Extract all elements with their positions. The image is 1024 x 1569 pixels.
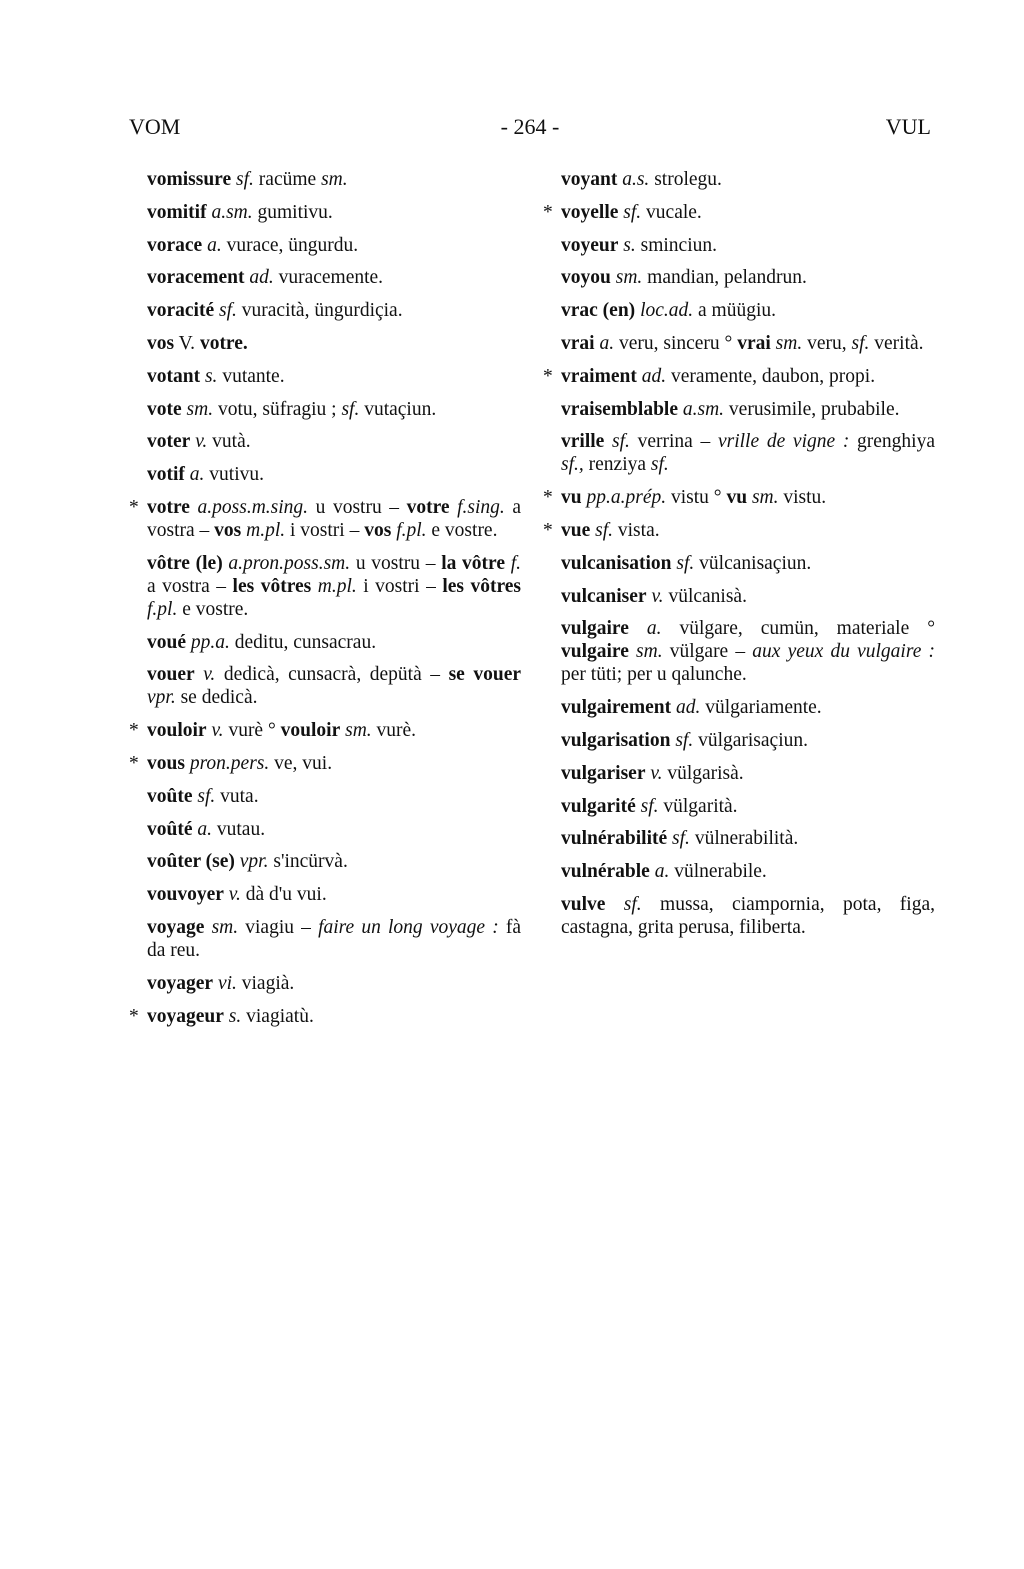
dictionary-entry <box>561 332 935 355</box>
headword: vôtre (le) <box>147 552 223 574</box>
dictionary-entry <box>561 299 935 322</box>
headword: vulgarisation <box>561 729 671 751</box>
entry-asterisk: * <box>129 752 139 774</box>
grammar-label: sm. <box>775 332 803 354</box>
grammar-label: sm. <box>186 398 214 420</box>
left-column <box>129 168 522 1037</box>
headword: voyeur <box>561 234 619 256</box>
headword: se vouer <box>448 664 521 686</box>
grammar-label: aux yeux du vulgaire : <box>752 641 936 663</box>
dictionary-entry <box>147 299 521 322</box>
definition-text: vülgarità. <box>658 795 738 817</box>
definition-text: vurè ° <box>223 720 281 742</box>
dictionary-entry <box>147 850 521 873</box>
definition-text: a vostra – <box>147 575 233 597</box>
dictionary-entry <box>561 893 935 939</box>
entry-asterisk: * <box>129 1005 139 1027</box>
grammar-label: sm. <box>636 641 663 663</box>
definition-text: a müügiu. <box>693 300 777 322</box>
dictionary-entry <box>561 552 935 575</box>
headword: voracité <box>147 300 215 322</box>
grammar-label: ad. <box>249 267 274 289</box>
headword: votre <box>147 496 190 518</box>
grammar-label: a. <box>207 234 222 256</box>
headword: vulgarité <box>561 795 636 817</box>
definition-text: vutante. <box>217 365 285 387</box>
definition-text: i vostri – <box>285 519 365 541</box>
grammar-label: faire un long voyage : <box>318 916 499 938</box>
dictionary-entry <box>147 430 521 453</box>
grammar-label: a.poss.m.sing. <box>197 496 309 518</box>
headword: vomissure <box>147 169 232 190</box>
grammar-label: sf. <box>675 729 694 751</box>
headword: vu <box>561 487 582 509</box>
definition-text: mussa, ciampornia, pota, figa, castagna, grita perusa, filiberta. <box>561 893 936 938</box>
definition-text: ve, vui. <box>269 752 333 774</box>
definition-text: vülnerabile. <box>669 861 767 883</box>
definition-text: vutaçiun. <box>359 398 437 420</box>
headword: vraisemblable <box>561 398 678 420</box>
grammar-label: v. <box>211 720 224 742</box>
definition-text: racüme <box>253 169 322 190</box>
headword: vu <box>726 487 748 509</box>
dictionary-entry <box>147 883 521 906</box>
entry-asterisk: * <box>543 365 553 387</box>
grammar-label: loc.ad. <box>640 300 694 322</box>
headword: voûte <box>147 785 193 807</box>
grammar-label: sf. <box>650 454 669 476</box>
header-last-word: VUL <box>885 114 931 139</box>
dictionary-entry <box>561 617 935 686</box>
definition-text: deditu, cunsacrau. <box>229 631 377 653</box>
definition-text: vutivu. <box>204 464 264 486</box>
grammar-label: ad. <box>641 365 667 387</box>
headword: voter <box>147 431 191 453</box>
definition-text <box>195 664 204 685</box>
grammar-label: a. <box>599 332 615 354</box>
grammar-label: sf. <box>623 201 642 223</box>
grammar-label: sm. <box>211 916 239 938</box>
definition-text: veru, <box>802 332 852 354</box>
headword: voûter (se) <box>147 851 235 873</box>
headword: vrille <box>561 431 605 453</box>
definition-text: vuracità, üngurdiçia. <box>236 300 403 322</box>
grammar-label: s. <box>204 365 218 387</box>
dictionary-entry <box>129 1005 521 1028</box>
dictionary-entry <box>147 552 521 621</box>
definition-text: vülgare – <box>662 641 753 663</box>
grammar-label: sf. <box>219 300 237 322</box>
grammar-label: pp.a.prép. <box>586 487 667 509</box>
dictionary-entry <box>147 168 521 191</box>
entry-asterisk: * <box>543 201 553 223</box>
grammar-label: a.sm. <box>682 398 725 420</box>
grammar-label: sf. <box>640 795 659 817</box>
dictionary-entry <box>561 762 935 785</box>
grammar-label: f. <box>510 552 522 574</box>
headword: vulgairement <box>561 697 672 719</box>
definition-text: dedicà, cunsacrà, depütà – <box>215 664 449 686</box>
definition-text: a vostra – <box>147 496 522 541</box>
headword: vue <box>561 519 591 541</box>
dictionary-entry <box>543 201 935 224</box>
definition-text: renziya <box>583 454 651 476</box>
grammar-label: v. <box>651 585 664 607</box>
entry-asterisk: * <box>543 519 553 541</box>
dictionary-entry <box>147 266 521 289</box>
dictionary-entry <box>147 332 521 355</box>
headword: les vôtres <box>442 575 522 597</box>
dictionary-entry <box>561 266 935 289</box>
dictionary-entry <box>561 585 935 608</box>
grammar-label: a. <box>189 464 205 486</box>
headword: voué <box>147 631 186 653</box>
headword: vrac (en) <box>561 300 636 322</box>
dictionary-entry <box>129 719 521 742</box>
headword: vorace <box>147 234 203 256</box>
headword: vouvoyer <box>147 884 224 906</box>
grammar-label: vpr. <box>147 687 176 709</box>
headword: voyager <box>147 972 214 994</box>
grammar-label: sf. <box>341 398 360 420</box>
definition-text: viagiu – <box>238 916 319 938</box>
headword: vraiment <box>561 365 637 387</box>
definition-text: vistu ° <box>666 487 727 509</box>
definition-text: verrina – <box>629 431 718 453</box>
dictionary-entry <box>147 663 521 709</box>
grammar-label: sf. <box>197 785 216 807</box>
headword: vomitif <box>147 201 207 223</box>
dictionary-entry <box>147 463 521 486</box>
definition-text: s'incürvà. <box>268 851 348 873</box>
right-column <box>543 168 936 949</box>
dictionary-entry <box>543 486 935 509</box>
definition-text: vülnerabilità. <box>689 828 799 850</box>
headword: voyageur <box>147 1005 224 1027</box>
page-number: - 264 - <box>500 114 560 139</box>
header-first-word: VOM <box>129 114 181 139</box>
dictionary-entry <box>561 795 935 818</box>
headword: vulcanisation <box>561 552 672 574</box>
definition-text: viagià. <box>236 972 295 994</box>
grammar-label: sm. <box>615 267 643 289</box>
grammar-label: pp.a. <box>190 631 230 653</box>
definition-text: vucale. <box>641 201 702 223</box>
grammar-label: m.pl. <box>246 519 286 541</box>
headword: voyelle <box>561 201 619 223</box>
grammar-label: a.pron.poss.sm. <box>228 552 351 574</box>
definition-text: se dedicà. <box>175 687 258 709</box>
definition-text: sminciun. <box>635 234 717 256</box>
definition-text: e vostre. <box>177 598 249 620</box>
grammar-label: a. <box>654 861 670 883</box>
entry-asterisk: * <box>543 487 553 509</box>
dictionary-entry <box>147 818 521 841</box>
dictionary-entry <box>147 972 521 995</box>
definition-text: vülgare, cumün, materiale ° <box>661 618 935 640</box>
dictionary-entry <box>147 201 521 224</box>
grammar-label: s. <box>228 1005 242 1027</box>
headword: vrai <box>561 332 595 354</box>
definition-text: i vostri – <box>356 575 443 597</box>
headword: les vôtres <box>232 575 312 597</box>
dictionary-entry <box>147 631 521 654</box>
dictionary-entry <box>561 168 935 191</box>
headword: vulgaire <box>561 618 629 640</box>
dictionary-entry <box>147 785 521 808</box>
definition-text: vülgariamente. <box>700 697 822 719</box>
dictionary-entry <box>561 696 935 719</box>
definition-text: e vostre. <box>426 519 498 541</box>
definition-text: votu, süfragiu ; <box>213 398 342 420</box>
definition-text <box>604 431 612 452</box>
grammar-label: sf. <box>236 169 254 190</box>
definition-text: vutau. <box>212 818 266 840</box>
grammar-label: a.s. <box>622 169 650 190</box>
definition-text: vistu. <box>778 487 827 509</box>
grammar-label: ad. <box>676 697 701 719</box>
definition-text: fà da reu. <box>147 916 521 961</box>
headword: vulve <box>561 893 606 915</box>
definition-text: vutà. <box>207 431 251 453</box>
definition-text: veramente, daubon, propi. <box>666 365 876 387</box>
headword: vulgariser <box>561 762 646 784</box>
definition-text: verusimile, prubabile. <box>724 398 900 420</box>
definition-text: mandian, pelandrun. <box>642 267 807 289</box>
headword: vrai <box>737 332 771 354</box>
headword: voyant <box>561 169 618 190</box>
grammar-label: vrille de vigne : <box>717 431 850 453</box>
headword: vos <box>147 332 175 354</box>
definition-text <box>190 497 198 518</box>
definition-text: vurace, üngurdu. <box>221 234 359 256</box>
headword: votre <box>406 496 450 518</box>
definition-text <box>629 618 647 639</box>
headword: voyage <box>147 916 205 938</box>
running-header <box>129 114 931 154</box>
grammar-label: v. <box>195 431 208 453</box>
definition-text: vuta. <box>215 785 259 807</box>
grammar-label: sm. <box>751 487 779 509</box>
grammar-label: sf. <box>851 332 870 354</box>
dictionary-entry <box>561 234 935 257</box>
definition-text: gumitivu. <box>252 201 333 223</box>
definition-text: grenghiya <box>849 431 935 453</box>
definition-text: per tüti; per u qalunche. <box>561 664 747 686</box>
dictionary-entry <box>147 398 521 421</box>
dictionary-entry <box>561 398 935 421</box>
grammar-label: sm. <box>345 720 372 742</box>
grammar-label: a. <box>646 618 662 640</box>
dictionary-entry <box>561 729 935 752</box>
headword: la vôtre <box>441 552 506 574</box>
definition-text: u vostru – <box>308 496 407 518</box>
definition-text: vülcanisà. <box>663 585 747 607</box>
headword: vous <box>147 752 185 774</box>
grammar-label: sf. <box>672 828 690 850</box>
grammar-label: v. <box>650 762 663 784</box>
dictionary-entry <box>129 496 522 542</box>
dictionary-entry <box>561 860 935 883</box>
headword: votif <box>147 464 185 486</box>
headword: vouloir <box>147 720 207 742</box>
headword: vulgaire <box>561 641 629 663</box>
grammar-label: f.sing. <box>457 496 505 518</box>
definition-text: vuracemente. <box>273 267 384 289</box>
grammar-label: a.sm. <box>211 201 253 223</box>
definition-text <box>629 641 636 662</box>
headword: vote <box>147 398 182 420</box>
grammar-label: vpr. <box>239 851 269 873</box>
dictionary-entry <box>129 752 521 775</box>
definition-text <box>605 894 623 915</box>
headword: vulnérabilité <box>561 828 668 850</box>
headword: votant <box>147 365 201 387</box>
dictionary-entry <box>561 430 935 476</box>
definition-text: vülcanisaçiun. <box>694 552 812 574</box>
definition-text: vülgarisaçiun. <box>693 729 809 751</box>
dictionary-entry <box>543 365 935 388</box>
dictionary-entry <box>147 365 521 388</box>
headword: vouer <box>147 664 195 686</box>
entry-asterisk: * <box>129 720 139 742</box>
grammar-label: sf. <box>623 893 642 915</box>
definition-text: dà d'u vui. <box>240 884 327 906</box>
grammar-label: v. <box>203 664 216 686</box>
dictionary-entry <box>147 234 521 257</box>
headword: votre. <box>199 332 248 354</box>
entry-asterisk: * <box>129 496 139 518</box>
grammar-label: sf. <box>676 552 695 574</box>
grammar-label: vi. <box>217 972 237 994</box>
grammar-label: sf., <box>561 454 584 476</box>
definition-text: viagiatù. <box>241 1005 314 1027</box>
grammar-label: m.pl. <box>317 575 357 597</box>
definition-text: strolegu. <box>649 169 722 190</box>
headword: vulcaniser <box>561 585 647 607</box>
grammar-label: a. <box>197 818 212 840</box>
definition-text: vurè. <box>371 720 417 742</box>
dictionary-entry <box>561 827 935 850</box>
definition-text: vülgarisà. <box>662 762 744 784</box>
definition-text: veru, sinceru ° <box>614 332 738 354</box>
headword: voracement <box>147 267 245 289</box>
grammar-label: f.pl. <box>147 598 178 620</box>
grammar-label: sm. <box>321 169 348 190</box>
definition-text: u vostru – <box>350 552 442 574</box>
grammar-label: sf. <box>612 431 630 453</box>
headword: voyou <box>561 267 611 289</box>
grammar-label: pron.pers. <box>189 752 270 774</box>
dictionary-entry <box>543 519 935 542</box>
grammar-label: f.pl. <box>396 519 427 541</box>
grammar-label: v. <box>228 884 241 906</box>
dictionary-entry <box>147 916 521 962</box>
definition-text: vista. <box>613 519 660 541</box>
definition-text <box>204 917 211 938</box>
headword: vos <box>364 519 392 541</box>
definition-text: V. <box>174 332 200 354</box>
grammar-label: sf. <box>595 519 614 541</box>
headword: vulnérable <box>561 861 650 883</box>
definition-text: verità. <box>869 332 924 354</box>
headword: vos <box>214 519 242 541</box>
definition-text <box>450 497 458 518</box>
headword: vouloir <box>280 720 341 742</box>
grammar-label: s. <box>623 234 636 256</box>
headword: voûté <box>147 818 193 840</box>
